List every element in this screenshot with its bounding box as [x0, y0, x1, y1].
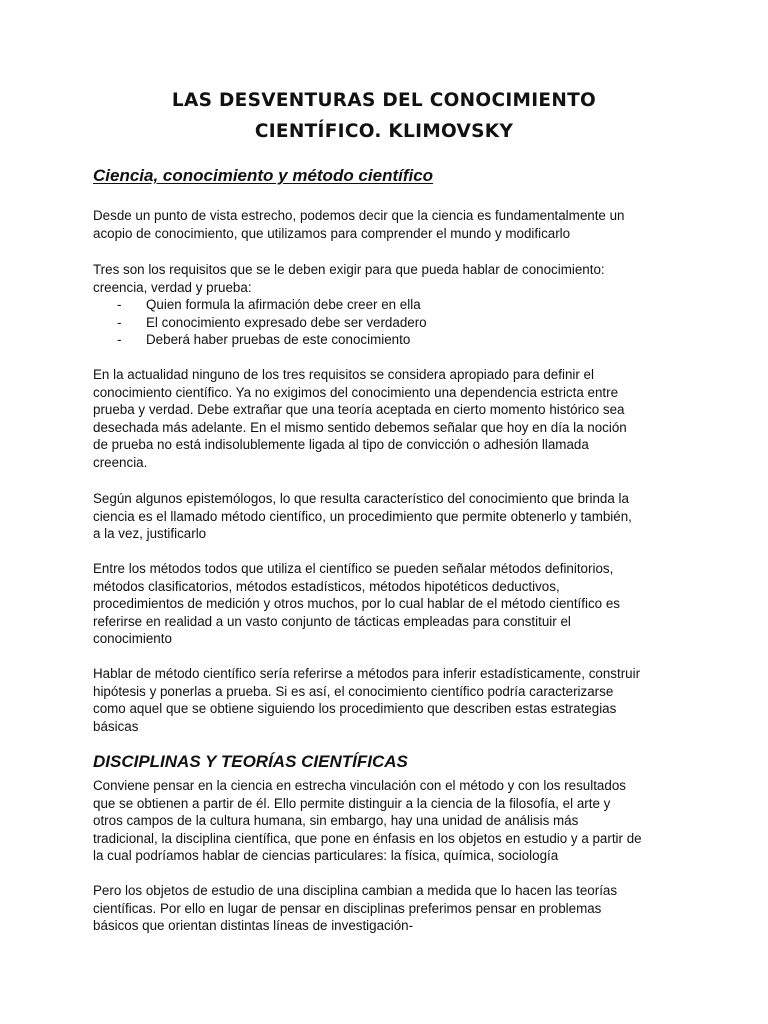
paragraph-line: creencia, verdad y prueba: [93, 279, 252, 295]
paragraph-line: otros campos de la cultura humana, sin embargo, hay una unidad de análisis más [93, 813, 579, 829]
paragraph-line: En la actualidad ninguno de los tres requisitos se considera apropiado para definir el [93, 367, 594, 382]
paragraph-line: ciencia es el llamado método científico, un procedimiento que permite obtenerlo y también, [93, 508, 632, 524]
section-heading-disciplinas: DISCIPLINAS Y TEORÍAS CIENTÍFICAS [93, 752, 408, 771]
list-item-text: El conocimiento expresado debe ser verdadero [146, 314, 427, 330]
paragraph-line: Hablar de método científico sería referirse a métodos para inferir estadísticamente, construir [93, 666, 641, 681]
paragraph-8 [93, 882, 693, 935]
paragraph-7 [93, 777, 693, 865]
paragraph-line: a la vez, justificarlo [93, 526, 207, 542]
paragraph-line: Desde un punto de vista estrecho, podemos decir que la ciencia es fundamentalmente un [93, 208, 625, 223]
paragraph-line: referirse en realidad a un vasto conjunto de tácticas empleadas para constituir el [93, 613, 571, 629]
paragraph-line: creencia. [93, 454, 148, 470]
paragraph-3 [93, 366, 693, 472]
paragraph-line: desechada más adelante. En el mismo sentido debemos señalar que hoy en día la noción [93, 419, 627, 435]
list-dash: - [117, 314, 122, 330]
document-title-line-1: LAS DESVENTURAS DEL CONOCIMIENTO [171, 90, 597, 111]
paragraph-2 [93, 261, 693, 296]
paragraph-line: conocimiento científico. Ya no exigimos del conocimiento una dependencia estricta entre [93, 384, 619, 400]
paragraph-line: básicas [93, 718, 139, 734]
paragraph-line: métodos clasificatorios, métodos estadísticos, métodos hipotéticos deductivos, [93, 578, 560, 594]
paragraph-line: conocimiento [93, 631, 172, 647]
list-item-text: Quien formula la afirmación debe creer en ella [146, 297, 421, 312]
paragraph-line: procedimientos de medición y otros muchos, por lo cual hablar de el método científico es [93, 596, 620, 612]
paragraph-line: acopio de conocimiento, que utilizamos para comprender el mundo y modificarlo [93, 225, 571, 241]
section-heading-ciencia: Ciencia, conocimiento y método científico [93, 166, 434, 185]
document-title-line-2: CIENTÍFICO. KLIMOVSKY [254, 121, 514, 142]
list-dash: - [117, 332, 122, 348]
paragraph-line: Entre los métodos todos que utiliza el científico se pueden señalar métodos definitorios, [93, 561, 614, 576]
paragraph-line: básicos que orientan distintas líneas de investigación- [93, 918, 414, 934]
list-dash: - [117, 297, 122, 312]
paragraph-line: científicas. Por ello en lugar de pensar en disciplinas preferimos pensar en problemas [93, 900, 602, 916]
paragraph-4 [93, 490, 693, 543]
paragraph-6 [93, 665, 693, 735]
paragraph-line: que se obtienen a partir de él. Ello permite distinguir a la ciencia de la filosofía, el arte y [93, 795, 611, 811]
paragraph-line: hipótesis y ponerlas a prueba. Si es así, el conocimiento científico podría caracterizarse [93, 683, 614, 699]
paragraph-line: la cual podríamos hablar de ciencias particulares: la física, química, sociología [93, 848, 559, 864]
paragraph-line: Pero los objetos de estudio de una disciplina cambian a medida que lo hacen las teorías [93, 883, 618, 898]
paragraph-line: prueba y verdad. Debe extrañar que una teoría aceptada en cierto momento histórico sea [93, 402, 625, 418]
paragraph-1 [93, 207, 693, 242]
paragraph-line: de prueba no está indisolublemente ligada al tipo de convicción o adhesión llamada [93, 437, 589, 453]
paragraph-5 [93, 560, 693, 648]
paragraph-line: Según algunos epistemólogos, lo que resulta característico del conocimiento que brinda la [93, 491, 629, 506]
list-item-text: Deberá haber pruebas de este conocimiento [146, 332, 411, 348]
paragraph-line: Conviene pensar en la ciencia en estrecha vinculación con el método y con los resultados [93, 778, 626, 793]
paragraph-line: tradicional, la disciplina científica, que pone en énfasis en los objetos en estudio y a partir de [93, 830, 642, 846]
paragraph-line: como aquel que se obtiene siguiendo los procedimiento que describen estas estrategias [93, 701, 617, 717]
paragraph-line: Tres son los requisitos que se le deben exigir para que pueda hablar de conocimiento: [93, 262, 605, 277]
